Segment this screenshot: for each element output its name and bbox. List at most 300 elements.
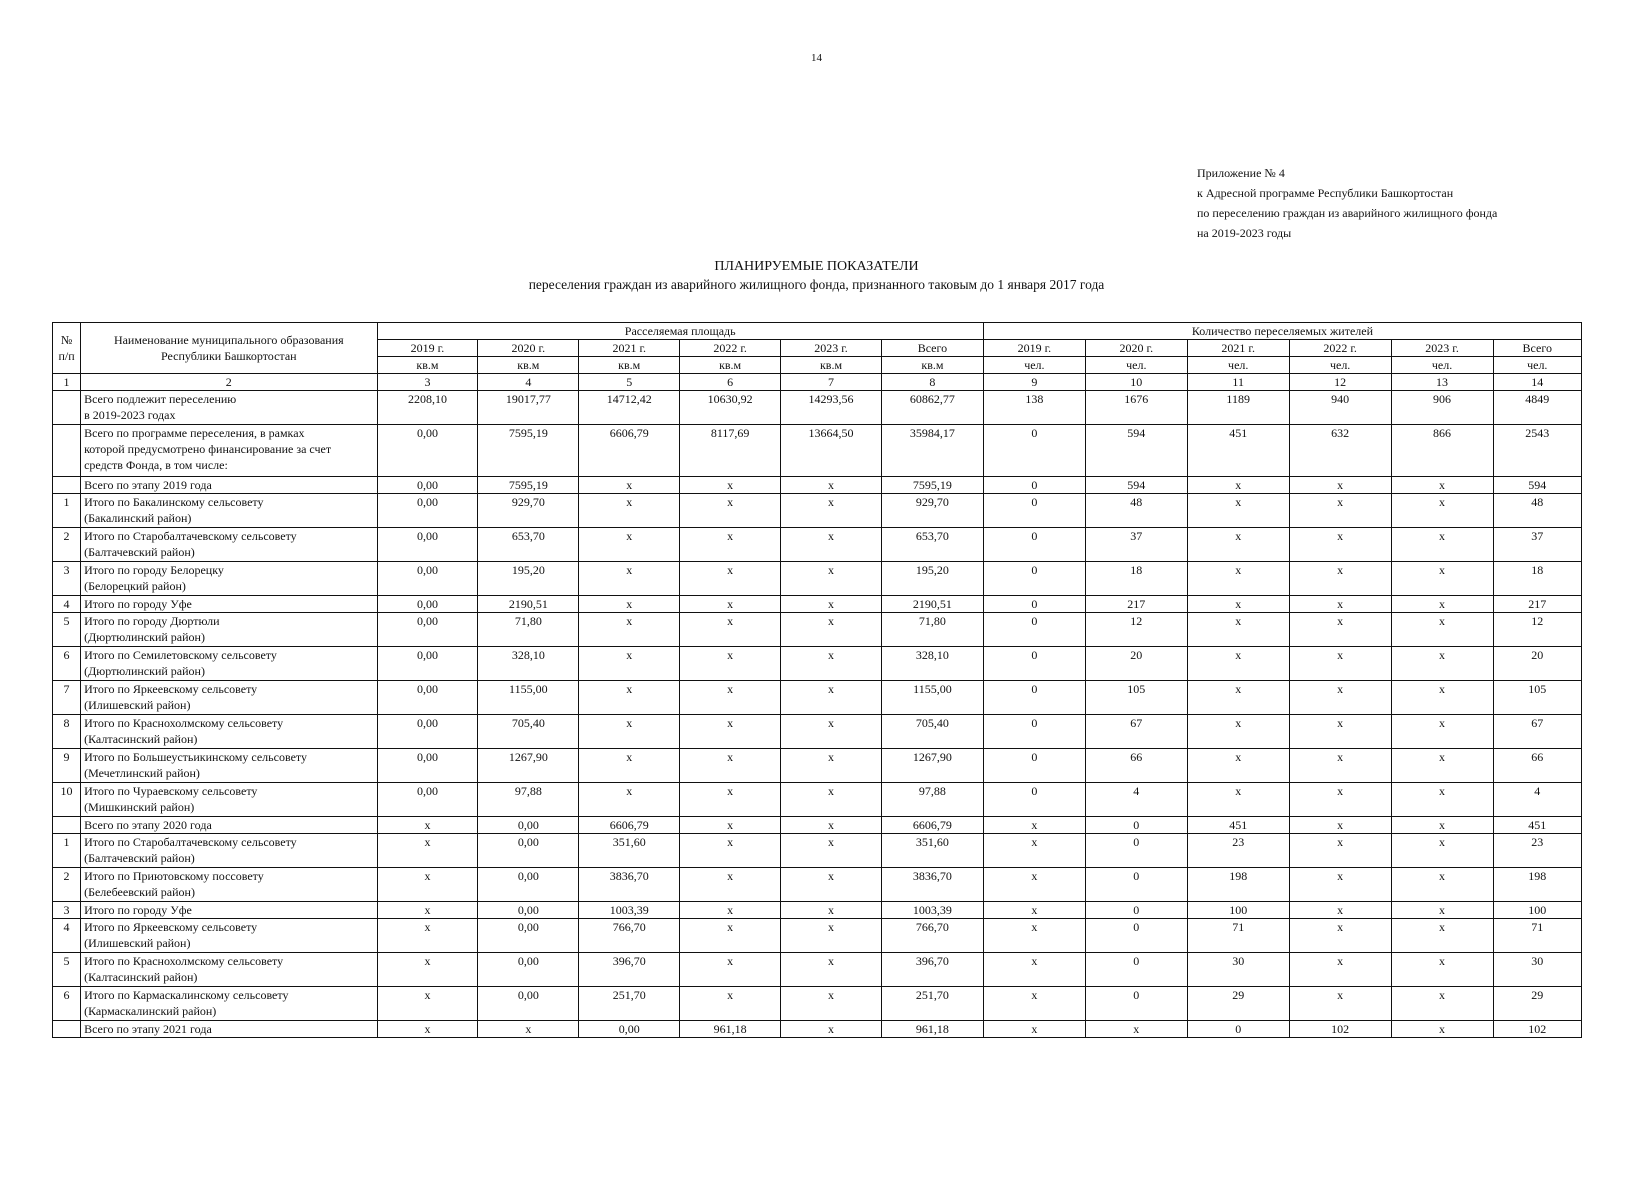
value-cell: x bbox=[983, 1021, 1085, 1038]
value-cell: x bbox=[1289, 953, 1391, 987]
table-row bbox=[53, 562, 1582, 596]
value-cell: x bbox=[1391, 783, 1493, 817]
header-area-group: Расселяемая площадь bbox=[377, 323, 983, 340]
column-index: 8 bbox=[881, 374, 983, 391]
table-row bbox=[53, 596, 1582, 613]
header-unit: чел. bbox=[1289, 357, 1391, 374]
row-name bbox=[81, 1021, 377, 1038]
value-cell: 0 bbox=[983, 494, 1085, 528]
value-cell: x bbox=[1289, 715, 1391, 749]
value-cell: 0,00 bbox=[478, 919, 579, 953]
value-cell: x bbox=[781, 477, 882, 494]
value-cell: 251,70 bbox=[881, 987, 983, 1021]
value-cell: x bbox=[1187, 596, 1289, 613]
value-cell: 594 bbox=[1493, 477, 1581, 494]
row-name-line: Итого по городу Белорецку bbox=[84, 563, 224, 577]
value-cell: 0,00 bbox=[377, 425, 478, 477]
value-cell: x bbox=[579, 783, 680, 817]
value-cell: 7595,19 bbox=[478, 477, 579, 494]
column-index: 13 bbox=[1391, 374, 1493, 391]
header-year: 2019 г. bbox=[377, 340, 478, 357]
value-cell: 105 bbox=[1085, 681, 1187, 715]
value-cell: 0,00 bbox=[478, 987, 579, 1021]
value-cell: 2208,10 bbox=[377, 391, 478, 425]
value-cell: 0 bbox=[983, 477, 1085, 494]
row-number bbox=[53, 817, 81, 834]
table-row bbox=[53, 817, 1582, 834]
value-cell: 18 bbox=[1493, 562, 1581, 596]
value-cell: 0,00 bbox=[377, 562, 478, 596]
value-cell: x bbox=[781, 562, 882, 596]
value-cell: x bbox=[781, 647, 882, 681]
value-cell: 8117,69 bbox=[680, 425, 781, 477]
row-number: 10 bbox=[53, 783, 81, 817]
row-name-line: (Балтачевский район) bbox=[84, 851, 195, 865]
value-cell: x bbox=[680, 953, 781, 987]
value-cell: x bbox=[1289, 749, 1391, 783]
value-cell: 29 bbox=[1187, 987, 1289, 1021]
value-cell: 766,70 bbox=[579, 919, 680, 953]
column-index: 10 bbox=[1085, 374, 1187, 391]
value-cell: 6606,79 bbox=[881, 817, 983, 834]
value-cell: 2543 bbox=[1493, 425, 1581, 477]
value-cell: x bbox=[680, 834, 781, 868]
value-cell: 866 bbox=[1391, 425, 1493, 477]
value-cell: x bbox=[1187, 562, 1289, 596]
value-cell: x bbox=[680, 783, 781, 817]
value-cell: x bbox=[377, 817, 478, 834]
row-number bbox=[53, 477, 81, 494]
row-name-line: Итого по Чураевскому сельсовету bbox=[84, 784, 258, 798]
row-name-line: (Дюртюлинский район) bbox=[84, 630, 205, 644]
value-cell: x bbox=[377, 919, 478, 953]
value-cell: 940 bbox=[1289, 391, 1391, 425]
value-cell: 23 bbox=[1187, 834, 1289, 868]
column-index: 2 bbox=[81, 374, 377, 391]
value-cell: x bbox=[579, 647, 680, 681]
header-unit: чел. bbox=[983, 357, 1085, 374]
header-year: Всего bbox=[881, 340, 983, 357]
value-cell: 138 bbox=[983, 391, 1085, 425]
value-cell: 594 bbox=[1085, 425, 1187, 477]
row-name-line: (Бакалинский район) bbox=[84, 511, 192, 525]
value-cell: 0 bbox=[983, 613, 1085, 647]
value-cell: 2190,51 bbox=[478, 596, 579, 613]
row-name-line: Итого по Кармаскалинскому сельсовету bbox=[84, 988, 289, 1002]
value-cell: x bbox=[983, 987, 1085, 1021]
value-cell: x bbox=[680, 987, 781, 1021]
row-name-line: (Калтасинский район) bbox=[84, 732, 198, 746]
table-row bbox=[53, 715, 1582, 749]
value-cell: x bbox=[1187, 613, 1289, 647]
value-cell: 0,00 bbox=[478, 817, 579, 834]
row-number: 6 bbox=[53, 647, 81, 681]
row-name-line: Итого по Краснохолмскому сельсовету bbox=[84, 716, 284, 730]
value-cell: x bbox=[781, 681, 882, 715]
value-cell: 0,00 bbox=[377, 681, 478, 715]
value-cell: 0 bbox=[1085, 953, 1187, 987]
value-cell: 906 bbox=[1391, 391, 1493, 425]
value-cell: x bbox=[377, 953, 478, 987]
value-cell: x bbox=[680, 613, 781, 647]
value-cell: 351,60 bbox=[881, 834, 983, 868]
value-cell: x bbox=[983, 919, 1085, 953]
value-cell: 195,20 bbox=[881, 562, 983, 596]
value-cell: 217 bbox=[1085, 596, 1187, 613]
value-cell: 195,20 bbox=[478, 562, 579, 596]
header-year: 2023 г. bbox=[1391, 340, 1493, 357]
row-number: 2 bbox=[53, 528, 81, 562]
value-cell: x bbox=[781, 1021, 882, 1038]
table-row bbox=[53, 477, 1582, 494]
value-cell: 0,00 bbox=[579, 1021, 680, 1038]
value-cell: 1003,39 bbox=[579, 902, 680, 919]
value-cell: x bbox=[1391, 596, 1493, 613]
value-cell: x bbox=[579, 477, 680, 494]
value-cell: x bbox=[377, 987, 478, 1021]
value-cell: x bbox=[579, 562, 680, 596]
value-cell: 0,00 bbox=[377, 494, 478, 528]
row-name-line: (Калтасинский район) bbox=[84, 970, 198, 984]
value-cell: 1155,00 bbox=[881, 681, 983, 715]
table-row bbox=[53, 902, 1582, 919]
value-cell: x bbox=[983, 953, 1085, 987]
row-name bbox=[81, 715, 377, 749]
value-cell: 396,70 bbox=[881, 953, 983, 987]
value-cell: x bbox=[1289, 868, 1391, 902]
value-cell: 0,00 bbox=[377, 647, 478, 681]
header-year: 2022 г. bbox=[680, 340, 781, 357]
row-name-line: Итого по Старобалтачевскому сельсовету bbox=[84, 529, 297, 543]
value-cell: 66 bbox=[1085, 749, 1187, 783]
value-cell: 97,88 bbox=[881, 783, 983, 817]
value-cell: x bbox=[680, 647, 781, 681]
value-cell: x bbox=[781, 494, 882, 528]
row-number: 8 bbox=[53, 715, 81, 749]
table-row bbox=[53, 868, 1582, 902]
column-index: 9 bbox=[983, 374, 1085, 391]
value-cell: 653,70 bbox=[478, 528, 579, 562]
value-cell: x bbox=[579, 715, 680, 749]
value-cell: 30 bbox=[1493, 953, 1581, 987]
row-name-line: которой предусмотрено финансирование за счет bbox=[84, 442, 332, 456]
value-cell: x bbox=[1391, 987, 1493, 1021]
row-name-line: Итого по Бакалинскому сельсовету bbox=[84, 495, 264, 509]
table-row bbox=[53, 613, 1582, 647]
value-cell: x bbox=[579, 681, 680, 715]
appendix-block bbox=[1197, 163, 1497, 243]
value-cell: x bbox=[781, 868, 882, 902]
value-cell: 0 bbox=[1187, 1021, 1289, 1038]
value-cell: x bbox=[781, 715, 882, 749]
header-unit: чел. bbox=[1085, 357, 1187, 374]
value-cell: x bbox=[983, 902, 1085, 919]
value-cell: x bbox=[680, 477, 781, 494]
column-index: 4 bbox=[478, 374, 579, 391]
value-cell: 0,00 bbox=[377, 715, 478, 749]
appendix-line: Приложение № 4 bbox=[1197, 166, 1285, 180]
value-cell: x bbox=[1289, 919, 1391, 953]
value-cell: 0 bbox=[1085, 902, 1187, 919]
value-cell: x bbox=[983, 868, 1085, 902]
header-unit: кв.м bbox=[478, 357, 579, 374]
value-cell: x bbox=[680, 562, 781, 596]
table-row bbox=[53, 391, 1582, 425]
value-cell: 19017,77 bbox=[478, 391, 579, 425]
value-cell: 71 bbox=[1493, 919, 1581, 953]
table-row bbox=[53, 783, 1582, 817]
table-row bbox=[53, 749, 1582, 783]
table-row bbox=[53, 834, 1582, 868]
header-year: 2020 г. bbox=[478, 340, 579, 357]
value-cell: 2190,51 bbox=[881, 596, 983, 613]
value-cell: 4 bbox=[1493, 783, 1581, 817]
header-year: Всего bbox=[1493, 340, 1581, 357]
value-cell: x bbox=[680, 494, 781, 528]
value-cell: x bbox=[1289, 681, 1391, 715]
header-unit: кв.м bbox=[680, 357, 781, 374]
row-name-line: Итого по городу Уфе bbox=[84, 597, 192, 611]
value-cell: x bbox=[680, 919, 781, 953]
header-unit: чел. bbox=[1187, 357, 1289, 374]
value-cell: 632 bbox=[1289, 425, 1391, 477]
appendix-line: на 2019-2023 годы bbox=[1197, 226, 1292, 240]
row-name bbox=[81, 953, 377, 987]
value-cell: 217 bbox=[1493, 596, 1581, 613]
value-cell: 1155,00 bbox=[478, 681, 579, 715]
value-cell: 3836,70 bbox=[881, 868, 983, 902]
value-cell: 198 bbox=[1493, 868, 1581, 902]
document-title: ПЛАНИРУЕМЫЕ ПОКАЗАТЕЛИ bbox=[714, 259, 919, 274]
value-cell: x bbox=[1391, 817, 1493, 834]
row-name bbox=[81, 613, 377, 647]
value-cell: 198 bbox=[1187, 868, 1289, 902]
value-cell: x bbox=[1391, 647, 1493, 681]
header-people-group: Количество переселяемых жителей bbox=[983, 323, 1581, 340]
value-cell: x bbox=[1289, 834, 1391, 868]
value-cell: 102 bbox=[1493, 1021, 1581, 1038]
value-cell: 7595,19 bbox=[478, 425, 579, 477]
value-cell: 105 bbox=[1493, 681, 1581, 715]
row-name-line: Всего по этапу 2021 года bbox=[84, 1022, 212, 1036]
value-cell: 29 bbox=[1493, 987, 1581, 1021]
value-cell: 0 bbox=[983, 647, 1085, 681]
row-name-line: Итого по Краснохолмскому сельсовету bbox=[84, 954, 284, 968]
row-name-line: (Белорецкий район) bbox=[84, 579, 186, 593]
value-cell: x bbox=[1289, 647, 1391, 681]
row-name-line: (Белебеевский район) bbox=[84, 885, 195, 899]
table-row bbox=[53, 647, 1582, 681]
value-cell: x bbox=[983, 834, 1085, 868]
value-cell: 48 bbox=[1493, 494, 1581, 528]
document-subtitle: переселения граждан из аварийного жилищного фонда, признанного таковым до 1 января 2017 года bbox=[528, 277, 1105, 292]
value-cell: 0 bbox=[1085, 919, 1187, 953]
appendix-line: по переселению граждан из аварийного жилищного фонда bbox=[1197, 206, 1498, 220]
value-cell: x bbox=[1289, 902, 1391, 919]
header-unit: чел. bbox=[1391, 357, 1493, 374]
value-cell: x bbox=[680, 715, 781, 749]
value-cell: 67 bbox=[1085, 715, 1187, 749]
value-cell: x bbox=[1187, 783, 1289, 817]
value-cell: x bbox=[1289, 562, 1391, 596]
value-cell: 1189 bbox=[1187, 391, 1289, 425]
row-name-line: Всего по этапу 2020 года bbox=[84, 818, 212, 832]
value-cell: 30 bbox=[1187, 953, 1289, 987]
value-cell: 1267,90 bbox=[478, 749, 579, 783]
value-cell: x bbox=[377, 902, 478, 919]
row-name-line: (Мишкинский район) bbox=[84, 800, 195, 814]
table-row bbox=[53, 919, 1582, 953]
value-cell: x bbox=[680, 902, 781, 919]
value-cell: 35984,17 bbox=[881, 425, 983, 477]
row-number: 7 bbox=[53, 681, 81, 715]
value-cell: x bbox=[1289, 613, 1391, 647]
row-number: 4 bbox=[53, 596, 81, 613]
value-cell: 0,00 bbox=[377, 477, 478, 494]
value-cell: x bbox=[1289, 817, 1391, 834]
value-cell: x bbox=[1289, 783, 1391, 817]
table-row bbox=[53, 1021, 1582, 1038]
row-number: 3 bbox=[53, 562, 81, 596]
header-unit: кв.м bbox=[781, 357, 882, 374]
value-cell: 0 bbox=[1085, 817, 1187, 834]
value-cell: 37 bbox=[1085, 528, 1187, 562]
row-name bbox=[81, 391, 377, 425]
value-cell: x bbox=[579, 749, 680, 783]
table-row bbox=[53, 953, 1582, 987]
value-cell: x bbox=[377, 1021, 478, 1038]
row-number: 6 bbox=[53, 987, 81, 1021]
value-cell: x bbox=[781, 596, 882, 613]
value-cell: x bbox=[579, 613, 680, 647]
row-name-line: Всего по этапу 2019 года bbox=[84, 478, 212, 492]
value-cell: x bbox=[781, 613, 882, 647]
value-cell: 0 bbox=[983, 715, 1085, 749]
value-cell: x bbox=[680, 749, 781, 783]
value-cell: x bbox=[579, 596, 680, 613]
value-cell: x bbox=[1289, 477, 1391, 494]
row-name-line: Итого по Приютовскому поссовету bbox=[84, 869, 264, 883]
row-name-line: Итого по городу Уфе bbox=[84, 903, 192, 917]
value-cell: x bbox=[1187, 477, 1289, 494]
value-cell: 0 bbox=[983, 681, 1085, 715]
column-index: 14 bbox=[1493, 374, 1581, 391]
value-cell: 6606,79 bbox=[579, 817, 680, 834]
value-cell: 929,70 bbox=[881, 494, 983, 528]
header-unit: кв.м bbox=[579, 357, 680, 374]
row-number: 9 bbox=[53, 749, 81, 783]
row-number: 1 bbox=[53, 494, 81, 528]
row-name-line: Итого по Семилетовскому сельсовету bbox=[84, 648, 277, 662]
value-cell: 1003,39 bbox=[881, 902, 983, 919]
value-cell: 7595,19 bbox=[881, 477, 983, 494]
header-year: 2021 г. bbox=[1187, 340, 1289, 357]
value-cell: x bbox=[1391, 1021, 1493, 1038]
column-index: 7 bbox=[781, 374, 882, 391]
column-index: 1 bbox=[53, 374, 81, 391]
row-name bbox=[81, 681, 377, 715]
value-cell: x bbox=[781, 817, 882, 834]
value-cell: 71,80 bbox=[478, 613, 579, 647]
row-name bbox=[81, 919, 377, 953]
value-cell: 451 bbox=[1187, 817, 1289, 834]
table-row bbox=[53, 528, 1582, 562]
value-cell: x bbox=[781, 953, 882, 987]
value-cell: x bbox=[1187, 715, 1289, 749]
row-number: 1 bbox=[53, 834, 81, 868]
row-name bbox=[81, 562, 377, 596]
row-name-line: Всего по программе переселения, в рамках bbox=[84, 426, 305, 440]
value-cell: 0,00 bbox=[377, 528, 478, 562]
row-name-line: Всего подлежит переселению bbox=[84, 392, 237, 406]
value-cell: 929,70 bbox=[478, 494, 579, 528]
value-cell: 0,00 bbox=[377, 783, 478, 817]
value-cell: 0 bbox=[1085, 834, 1187, 868]
value-cell: 10630,92 bbox=[680, 391, 781, 425]
row-number: 2 bbox=[53, 868, 81, 902]
row-name-line: (Илишевский район) bbox=[84, 936, 191, 950]
value-cell: 0,00 bbox=[478, 868, 579, 902]
column-index: 6 bbox=[680, 374, 781, 391]
row-name bbox=[81, 494, 377, 528]
table-row bbox=[53, 681, 1582, 715]
appendix-line: к Адресной программе Республики Башкортостан bbox=[1197, 186, 1454, 200]
row-name-line: Итого по Яркеевскому сельсовету bbox=[84, 920, 258, 934]
value-cell: x bbox=[983, 817, 1085, 834]
row-number: 5 bbox=[53, 613, 81, 647]
value-cell: 4849 bbox=[1493, 391, 1581, 425]
value-cell: 97,88 bbox=[478, 783, 579, 817]
value-cell: x bbox=[1391, 715, 1493, 749]
value-cell: 1676 bbox=[1085, 391, 1187, 425]
value-cell: 100 bbox=[1493, 902, 1581, 919]
row-name bbox=[81, 596, 377, 613]
header-name: Наименование муниципального образования Республики Башкортостан bbox=[81, 323, 377, 374]
value-cell: 705,40 bbox=[478, 715, 579, 749]
value-cell: 0 bbox=[983, 528, 1085, 562]
value-cell: x bbox=[579, 494, 680, 528]
row-name-line: (Балтачевский район) bbox=[84, 545, 195, 559]
row-name bbox=[81, 783, 377, 817]
value-cell: 0 bbox=[983, 425, 1085, 477]
column-index: 5 bbox=[579, 374, 680, 391]
value-cell: x bbox=[1391, 528, 1493, 562]
value-cell: x bbox=[781, 749, 882, 783]
value-cell: 67 bbox=[1493, 715, 1581, 749]
value-cell: 0 bbox=[983, 749, 1085, 783]
value-cell: 0,00 bbox=[478, 834, 579, 868]
value-cell: x bbox=[680, 596, 781, 613]
value-cell: 12 bbox=[1493, 613, 1581, 647]
row-name bbox=[81, 749, 377, 783]
value-cell: 6606,79 bbox=[579, 425, 680, 477]
value-cell: 0,00 bbox=[478, 953, 579, 987]
value-cell: x bbox=[1391, 868, 1493, 902]
value-cell: 4 bbox=[1085, 783, 1187, 817]
value-cell: x bbox=[1391, 494, 1493, 528]
value-cell: 3836,70 bbox=[579, 868, 680, 902]
row-name bbox=[81, 647, 377, 681]
header-year: 2021 г. bbox=[579, 340, 680, 357]
row-name-line: Итого по Большеустьикинскому сельсовету bbox=[84, 750, 307, 764]
header-year: 2022 г. bbox=[1289, 340, 1391, 357]
row-name-line: (Илишевский район) bbox=[84, 698, 191, 712]
row-number bbox=[53, 425, 81, 477]
value-cell: x bbox=[781, 783, 882, 817]
value-cell: 23 bbox=[1493, 834, 1581, 868]
value-cell: x bbox=[781, 902, 882, 919]
value-cell: 0 bbox=[983, 596, 1085, 613]
